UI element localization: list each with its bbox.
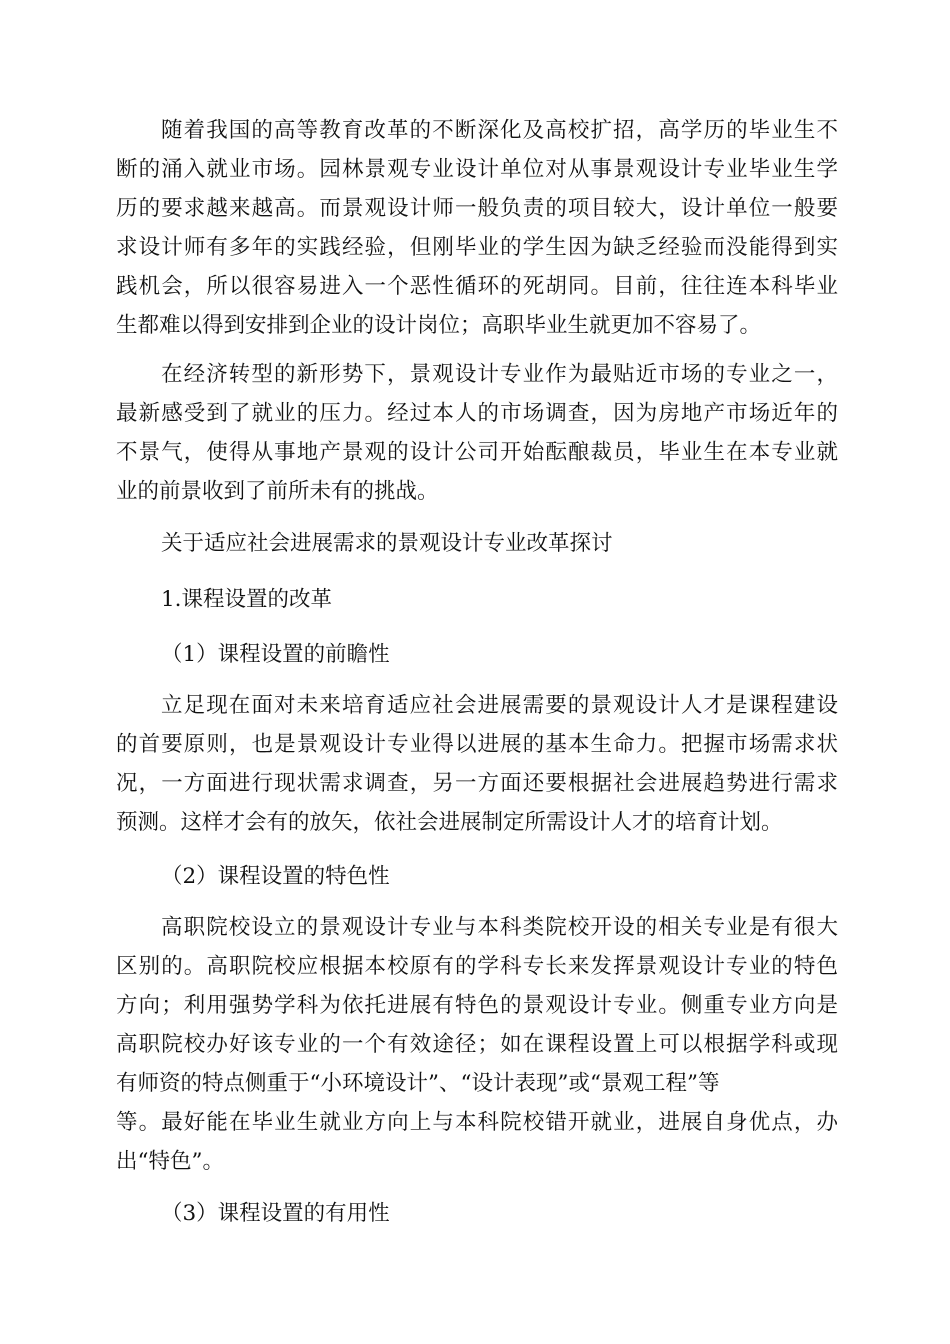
text-line: 在经济转型的新形势下，景观设计专业作为最贴近市场的专业之一， bbox=[161, 362, 838, 387]
text-line: 有师资的特点侧重于“小环境设计”、“设计表现”或“景观工程”等 bbox=[116, 1071, 720, 1096]
text-line: 业的前景收到了前所未有的挑战。 bbox=[116, 479, 439, 504]
text-line: 随着我国的高等教育改革的不断深化及高校扩招，高学历的毕业生不 bbox=[161, 118, 838, 143]
text-line: 的首要原则，也是景观设计专业得以进展的基本生命力。把握市场需求状 bbox=[116, 732, 838, 757]
subsection-heading-1-3 bbox=[116, 1194, 838, 1233]
section-heading bbox=[116, 524, 838, 563]
paragraph-employment-background bbox=[116, 111, 838, 345]
text-line: 历的要求越来越高。而景观设计师一般负责的项目较大，设计单位一般要 bbox=[116, 196, 838, 221]
subsection-heading-1 bbox=[116, 580, 838, 619]
text-line: 预测。这样才会有的放矢，依社会进展制定所需设计人才的培育计划。 bbox=[116, 810, 783, 835]
paragraph-forward-looking bbox=[116, 686, 838, 842]
text-line: 不景气，使得从事地产景观的设计公司开始酝酿裁员，毕业生在本专业就 bbox=[116, 440, 838, 465]
text-line: 断的涌入就业市场。园林景观专业设计单位对从事景观设计专业毕业生学 bbox=[116, 157, 838, 182]
heading-text: 1.课程设置的改革 bbox=[161, 587, 333, 612]
text-line: 高职院校办好该专业的一个有效途径；如在课程设置上可以根据学科或现 bbox=[116, 1032, 838, 1057]
subsection-heading-1-2 bbox=[116, 857, 838, 896]
text-line: 践机会，所以很容易进入一个恶性循环的死胡同。目前，往往连本科毕业 bbox=[116, 274, 838, 299]
text-line: 区别的。高职院校应根据本校原有的学科专长来发挥景观设计专业的特色 bbox=[116, 954, 838, 979]
text-line: 高职院校设立的景观设计专业与本科类院校开设的相关专业是有很大 bbox=[161, 915, 838, 940]
paragraph-economic-transition bbox=[116, 355, 838, 511]
heading-text: （1）课程设置的前瞻性 bbox=[161, 642, 390, 667]
text-line: 出“特色”。 bbox=[116, 1149, 224, 1174]
text-line: 生都难以得到安排到企业的设计岗位；高职毕业生就更加不容易了。 bbox=[116, 313, 762, 338]
text-line: 立足现在面对未来培育适应社会进展需要的景观设计人才是课程建设 bbox=[161, 693, 838, 718]
text-line: 最新感受到了就业的压力。经过本人的市场调查，因为房地产市场近年的 bbox=[116, 401, 838, 426]
text-line: 求设计师有多年的实践经验，但刚毕业的学生因为缺乏经验而没能得到实 bbox=[116, 235, 838, 260]
text-line: 方向；利用强势学科为依托进展有特色的景观设计专业。侧重专业方向是 bbox=[116, 993, 838, 1018]
text-line: 等。最好能在毕业生就业方向上与本科院校错开就业，进展自身优点，办 bbox=[116, 1110, 838, 1135]
heading-text: （3）课程设置的有用性 bbox=[161, 1201, 390, 1226]
heading-text: （2）课程设置的特色性 bbox=[161, 864, 390, 889]
subsection-heading-1-1 bbox=[116, 635, 838, 674]
text-line: 况，一方面进行现状需求调查，另一方面还要根据社会进展趋势进行需求 bbox=[116, 771, 838, 796]
heading-text: 关于适应社会进展需求的景观设计专业改革探讨 bbox=[161, 531, 613, 556]
paragraph-distinctive bbox=[116, 908, 838, 1181]
